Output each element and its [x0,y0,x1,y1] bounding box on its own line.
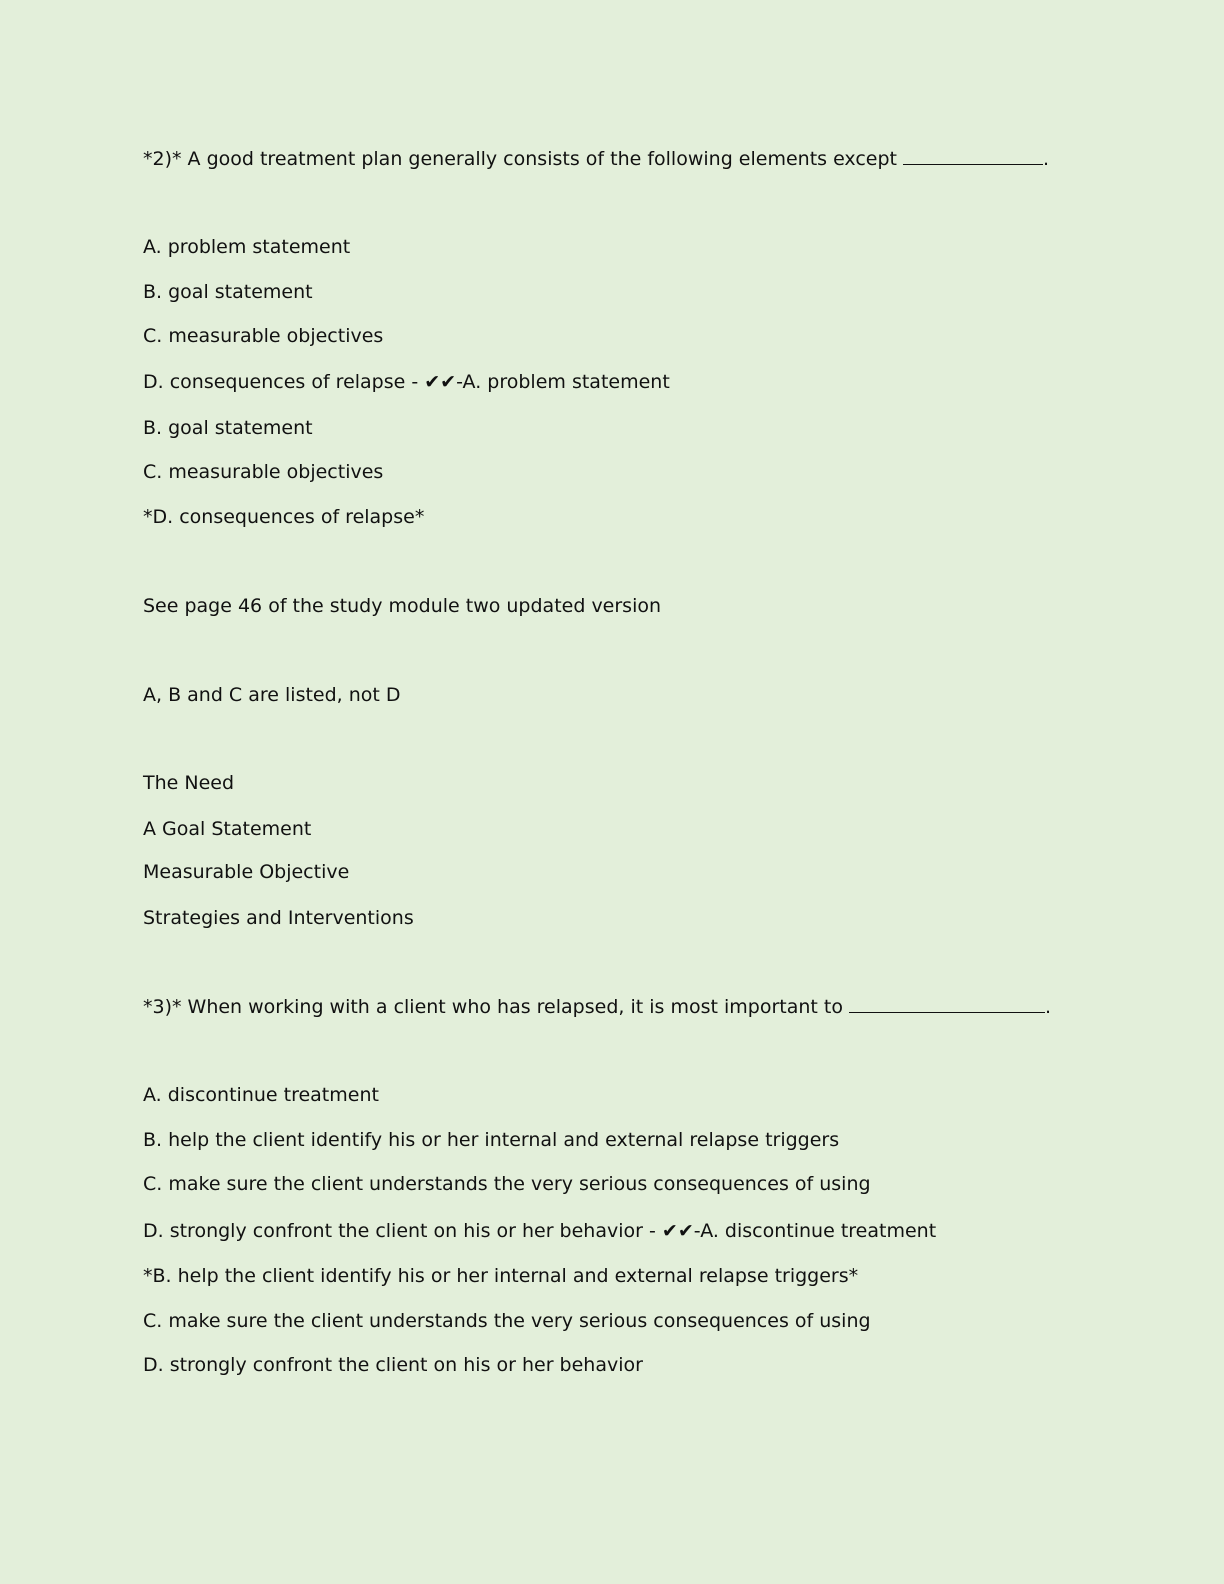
question-2-prompt: *2)* A good treatment plan generally consists of the following elements except [143,148,897,170]
question-2-explanation: A, B and C are listed, not D [143,684,401,706]
question-2-answer-blank [903,146,1043,165]
question-3-option-d: D. strongly confront the client on his or her behavior - [143,1220,662,1242]
question-3-answer-option-c: C. make sure the client understands the very serious consequences of using [143,1310,871,1332]
question-2-reference: See page 46 of the study module two updated version [143,595,662,617]
question-3-prompt: *3)* When working with a client who has relapsed, it is most important to [143,996,843,1018]
treatment-plan-element-3: Measurable Objective [143,861,350,883]
question-2-answer-option-c: C. measurable objectives [143,461,384,483]
question-2-prompt-line [143,146,1049,171]
question-3-prompt-line [143,994,1051,1019]
question-2-option-d: D. consequences of relapse - [143,371,425,393]
treatment-plan-element-4: Strategies and Interventions [143,907,414,929]
question-3-correct-answer: *B. help the client identify his or her internal and external relapse triggers* [143,1265,859,1287]
check-mark-icon: ✔✔ [661,1220,694,1242]
question-2-option-b: B. goal statement [143,281,313,303]
question-2-option-a: A. problem statement [143,236,351,258]
question-3-option-c: C. make sure the client understands the very serious consequences of using [143,1173,871,1195]
question-2-correct-answer: *D. consequences of relapse* [143,506,425,528]
question-2-prompt-end: . [1043,148,1050,170]
question-3-option-b: B. help the client identify his or her internal and external relapse triggers [143,1129,840,1151]
question-2-answer-option-a: -A. problem statement [456,371,670,393]
question-3-answer-option-d: D. strongly confront the client on his or her behavior [143,1354,643,1376]
check-mark-icon: ✔✔ [424,371,457,393]
question-2-answer-option-b: B. goal statement [143,417,313,439]
question-2-option-d-line [143,370,670,394]
question-3-answer-option-a: -A. discontinue treatment [693,1220,937,1242]
question-3-answer-blank [849,994,1045,1013]
question-3-option-d-line [143,1219,936,1243]
question-2-option-c: C. measurable objectives [143,325,384,347]
treatment-plan-element-1: The Need [143,772,235,794]
treatment-plan-element-2: A Goal Statement [143,818,312,840]
question-3-option-a: A. discontinue treatment [143,1084,379,1106]
question-3-prompt-end: . [1045,996,1052,1018]
